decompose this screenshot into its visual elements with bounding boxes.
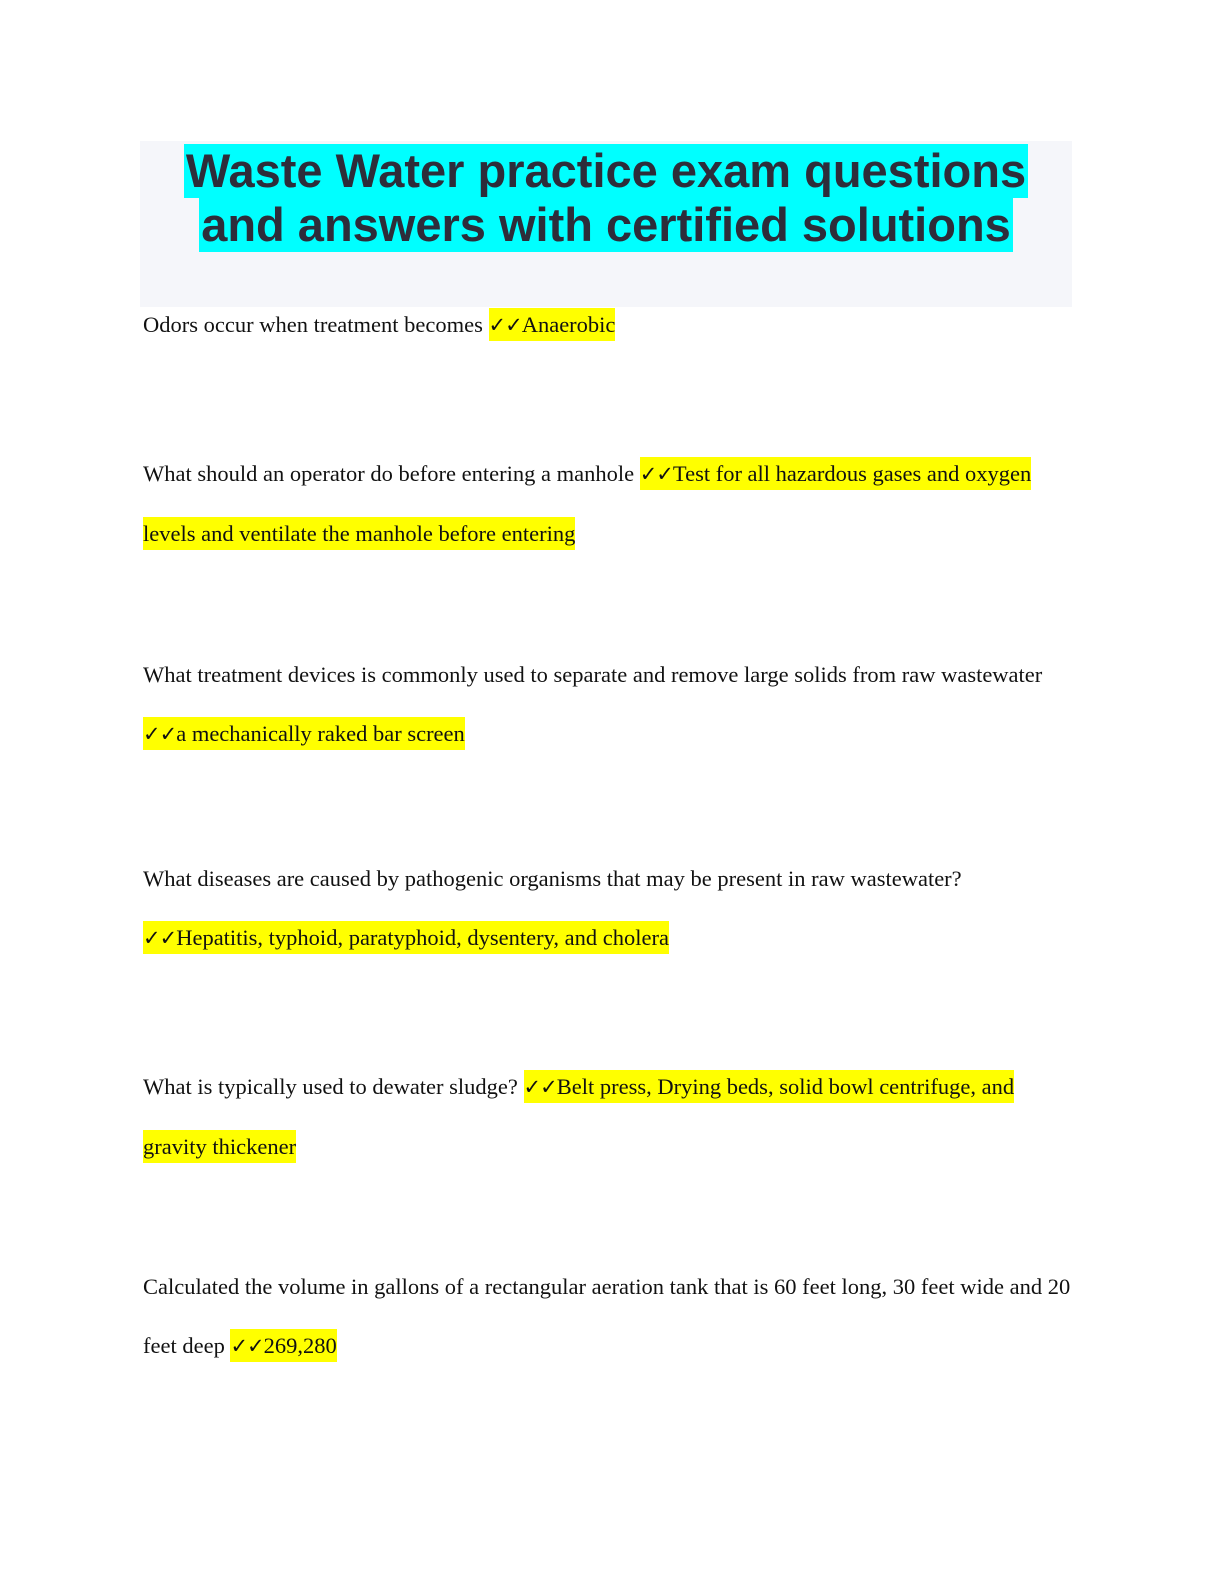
answer-highlight — [143, 921, 669, 954]
answer-highlight — [143, 717, 465, 750]
qa-item-4 — [143, 849, 1078, 968]
question-text: Odors occur when treatment becomes — [143, 312, 489, 337]
double-check-icon: ✓✓ — [523, 1075, 557, 1099]
qa-item-5 — [143, 1057, 1078, 1176]
answer-text: Hepatitis, typhoid, paratyphoid, dysentery, and cholera — [176, 925, 669, 950]
answer-text: Test for all hazardous gases and oxygen levels and ventilate the manhole before entering — [143, 461, 1032, 546]
double-check-icon: ✓✓ — [143, 926, 177, 950]
title-line-1: Waste Water practice exam questions — [185, 144, 1027, 197]
title-line-2: and answers with certified solutions — [201, 198, 1011, 251]
document-title — [140, 141, 1072, 252]
double-check-icon: ✓✓ — [143, 722, 177, 746]
answer-text: 269,280 — [263, 1333, 337, 1358]
question-text: What is typically used to dewater sludge? — [143, 1074, 524, 1099]
answer-highlight — [230, 1329, 336, 1362]
question-text: Calculated the volume in gallons of a rectangular aeration tank that is 60 feet long, 30 feet wide and 20 feet deep — [143, 1274, 1071, 1358]
double-check-icon: ✓✓ — [230, 1334, 264, 1358]
question-text: What diseases are caused by pathogenic organisms that may be present in raw wastewater? — [143, 866, 962, 891]
answer-text: Anaerobic — [521, 312, 616, 337]
qa-item-6 — [143, 1257, 1078, 1376]
question-text: What should an operator do before entering a manhole — [143, 461, 640, 486]
answer-highlight — [489, 308, 616, 341]
qa-item-3 — [143, 645, 1078, 764]
qa-item-2 — [143, 444, 1078, 563]
double-check-icon: ✓✓ — [488, 313, 522, 337]
double-check-icon: ✓✓ — [639, 462, 673, 486]
answer-text: Belt press, Drying beds, solid bowl centrifuge, and gravity thickener — [143, 1074, 1015, 1159]
qa-item-1 — [143, 295, 1078, 355]
title-banner — [140, 141, 1072, 307]
question-text: What treatment devices is commonly used to separate and remove large solids from raw wastewater — [143, 662, 1043, 687]
answer-text: a mechanically raked bar screen — [176, 721, 465, 746]
